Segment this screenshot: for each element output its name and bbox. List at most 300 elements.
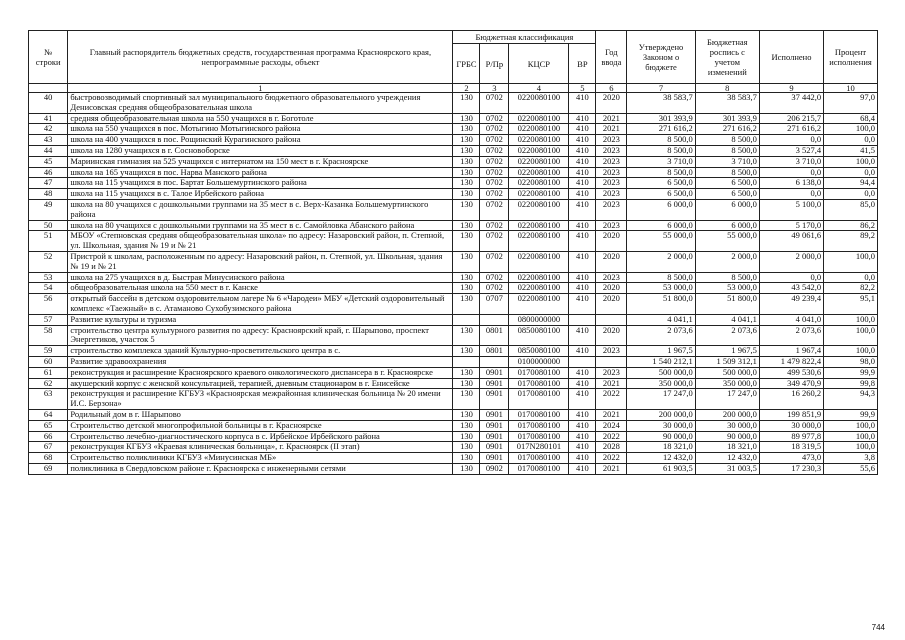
- col-number: 4: [509, 84, 569, 93]
- row-year: 2024: [596, 420, 627, 431]
- row-vr: 410: [569, 199, 596, 220]
- table-row: [29, 294, 878, 315]
- row-name: школа на 275 учащихся в д. Быстрая Минусинского района: [68, 272, 453, 283]
- row-approved: 38 583,7: [627, 93, 695, 114]
- col-number: 2: [453, 84, 480, 93]
- row-executed: 349 470,9: [759, 378, 823, 389]
- table-row: [29, 178, 878, 189]
- row-kcsr: 0170080100: [509, 378, 569, 389]
- row-number: 65: [29, 420, 68, 431]
- row-rpr: 0901: [480, 420, 509, 431]
- row-vr: 410: [569, 367, 596, 378]
- row-year: 2020: [596, 325, 627, 346]
- row-percent: 89,2: [824, 231, 878, 252]
- row-name: Пристрой к школам, расположенным по адресу: Назаровский район, п. Степной, ул. Школьная, здания № 19 и № 21: [68, 251, 453, 272]
- row-kcsr: 0220080100: [509, 124, 569, 135]
- row-grbs: 130: [453, 124, 480, 135]
- row-year: 2023: [596, 135, 627, 146]
- row-list: 200 000,0: [695, 409, 759, 420]
- table-row: [29, 231, 878, 252]
- row-vr: 410: [569, 124, 596, 135]
- row-vr: 410: [569, 378, 596, 389]
- row-list: 31 003,5: [695, 463, 759, 474]
- row-approved: 18 321,0: [627, 442, 695, 453]
- table-row: [29, 283, 878, 294]
- row-approved: 12 432,0: [627, 453, 695, 464]
- row-executed: 37 442,0: [759, 93, 823, 114]
- table-row: [29, 325, 878, 346]
- row-rpr: 0702: [480, 113, 509, 124]
- row-kcsr: 017N280101: [509, 442, 569, 453]
- table-header: [29, 31, 878, 93]
- row-rpr: [480, 314, 509, 325]
- row-list: 90 000,0: [695, 431, 759, 442]
- row-list: 6 000,0: [695, 199, 759, 220]
- row-executed: 4 041,0: [759, 314, 823, 325]
- row-percent: 100,0: [824, 420, 878, 431]
- page-number: 744: [871, 623, 885, 632]
- table-row: [29, 420, 878, 431]
- row-rpr: 0702: [480, 178, 509, 189]
- row-name: Развитие здравоохранения: [68, 356, 453, 367]
- header-year: Год ввода: [596, 31, 627, 84]
- row-kcsr: 0850080100: [509, 325, 569, 346]
- row-percent: 3,8: [824, 453, 878, 464]
- row-grbs: 130: [453, 93, 480, 114]
- row-number: 45: [29, 156, 68, 167]
- row-rpr: 0901: [480, 367, 509, 378]
- row-approved: 8 500,0: [627, 135, 695, 146]
- row-vr: 410: [569, 453, 596, 464]
- row-executed: 17 230,3: [759, 463, 823, 474]
- row-percent: 41,5: [824, 145, 878, 156]
- row-name: быстровозводимый спортивный зал муниципального бюджетного образовательного учреждения Денисовская средняя общеобразовательная школа: [68, 93, 453, 114]
- row-kcsr: 0220080100: [509, 294, 569, 315]
- row-list: 1 509 312,1: [695, 356, 759, 367]
- row-executed: 3 710,0: [759, 156, 823, 167]
- row-year: 2023: [596, 220, 627, 231]
- table-row: [29, 199, 878, 220]
- header-grbs: ГРБС: [453, 44, 480, 84]
- row-grbs: 130: [453, 283, 480, 294]
- row-year: 2021: [596, 113, 627, 124]
- row-executed: 0,0: [759, 272, 823, 283]
- header-classification: Бюджетная классификация: [453, 31, 596, 44]
- header-list: Бюджетная роспись с учетом изменений: [695, 31, 759, 84]
- row-number: 53: [29, 272, 68, 283]
- row-list: 6 000,0: [695, 220, 759, 231]
- row-year: 2023: [596, 272, 627, 283]
- row-rpr: 0901: [480, 409, 509, 420]
- row-grbs: 130: [453, 156, 480, 167]
- row-number: 58: [29, 325, 68, 346]
- row-year: 2023: [596, 367, 627, 378]
- row-year: 2020: [596, 251, 627, 272]
- row-kcsr: 0170080100: [509, 453, 569, 464]
- header-row-no: № строки: [29, 31, 68, 84]
- col-number: 3: [480, 84, 509, 93]
- row-grbs: [453, 314, 480, 325]
- row-percent: 100,0: [824, 431, 878, 442]
- row-name: школа на 115 учащихся в с. Талое Ирбейского района: [68, 189, 453, 200]
- row-executed: 18 319,5: [759, 442, 823, 453]
- row-list: 51 800,0: [695, 294, 759, 315]
- row-vr: 410: [569, 189, 596, 200]
- row-number: 69: [29, 463, 68, 474]
- row-grbs: [453, 356, 480, 367]
- row-year: 2021: [596, 378, 627, 389]
- row-rpr: 0901: [480, 431, 509, 442]
- row-grbs: 130: [453, 453, 480, 464]
- row-executed: 2 073,6: [759, 325, 823, 346]
- row-kcsr: 0170080100: [509, 420, 569, 431]
- row-percent: 100,0: [824, 325, 878, 346]
- row-rpr: 0702: [480, 135, 509, 146]
- row-grbs: 130: [453, 367, 480, 378]
- row-vr: 410: [569, 251, 596, 272]
- row-year: 2023: [596, 346, 627, 357]
- row-rpr: 0702: [480, 251, 509, 272]
- row-year: 2023: [596, 199, 627, 220]
- row-name: реконструкция и расширение КГБУЗ «Красноярская межрайонная клиническая больница № 20 имени И.С. Берзона»: [68, 389, 453, 410]
- row-number: 67: [29, 442, 68, 453]
- row-kcsr: 0800000000: [509, 314, 569, 325]
- header-rpr: Р/Пр: [480, 44, 509, 84]
- row-grbs: 130: [453, 346, 480, 357]
- row-number: 61: [29, 367, 68, 378]
- row-year: 2023: [596, 145, 627, 156]
- row-kcsr: 0220080100: [509, 220, 569, 231]
- table-row: [29, 272, 878, 283]
- row-number: 54: [29, 283, 68, 294]
- row-approved: 6 000,0: [627, 199, 695, 220]
- row-executed: 3 527,4: [759, 145, 823, 156]
- row-number: 52: [29, 251, 68, 272]
- row-list: 8 500,0: [695, 167, 759, 178]
- row-executed: 473,0: [759, 453, 823, 464]
- row-number: 63: [29, 389, 68, 410]
- table-row: [29, 378, 878, 389]
- row-percent: 0,0: [824, 167, 878, 178]
- row-executed: 0,0: [759, 135, 823, 146]
- row-rpr: 0801: [480, 325, 509, 346]
- row-year: 2023: [596, 178, 627, 189]
- row-approved: 4 041,1: [627, 314, 695, 325]
- row-executed: 5 170,0: [759, 220, 823, 231]
- row-name: Строительство лечебно-диагностического корпуса в с. Ирбейское Ирбейского района: [68, 431, 453, 442]
- table-row: [29, 167, 878, 178]
- row-name: Родильный дом в г. Шарыпово: [68, 409, 453, 420]
- row-name: школа на 1280 учащихся в г. Сосновоборске: [68, 145, 453, 156]
- row-percent: 68,4: [824, 113, 878, 124]
- row-kcsr: 0220080100: [509, 199, 569, 220]
- row-rpr: 0702: [480, 272, 509, 283]
- col-number: 1: [68, 84, 453, 93]
- row-vr: 410: [569, 325, 596, 346]
- row-name: Мариинская гимназия на 525 учащихся с интернатом на 150 мест в г. Красноярске: [68, 156, 453, 167]
- row-list: 8 500,0: [695, 272, 759, 283]
- row-rpr: 0702: [480, 145, 509, 156]
- row-kcsr: 0220080100: [509, 251, 569, 272]
- row-percent: 100,0: [824, 156, 878, 167]
- row-year: 2022: [596, 389, 627, 410]
- row-kcsr: 0220080100: [509, 113, 569, 124]
- row-vr: 410: [569, 463, 596, 474]
- table-row: [29, 463, 878, 474]
- row-year: [596, 356, 627, 367]
- row-vr: 410: [569, 283, 596, 294]
- row-kcsr: 0220080100: [509, 93, 569, 114]
- row-number: 47: [29, 178, 68, 189]
- row-grbs: 130: [453, 389, 480, 410]
- header-approved: Утверждено Законом о бюджете: [627, 31, 695, 84]
- row-percent: 95,1: [824, 294, 878, 315]
- row-percent: 0,0: [824, 189, 878, 200]
- row-executed: 199 851,9: [759, 409, 823, 420]
- table-row: [29, 93, 878, 114]
- row-approved: 6 500,0: [627, 178, 695, 189]
- row-approved: 6 000,0: [627, 220, 695, 231]
- row-number: 46: [29, 167, 68, 178]
- row-list: 18 321,0: [695, 442, 759, 453]
- row-number: 41: [29, 113, 68, 124]
- row-grbs: 130: [453, 189, 480, 200]
- row-vr: 410: [569, 220, 596, 231]
- row-year: 2023: [596, 189, 627, 200]
- table-row: [29, 189, 878, 200]
- row-percent: 100,0: [824, 314, 878, 325]
- row-kcsr: 0170080100: [509, 463, 569, 474]
- row-percent: 97,0: [824, 93, 878, 114]
- row-list: 53 000,0: [695, 283, 759, 294]
- table-row: [29, 389, 878, 410]
- row-percent: 82,2: [824, 283, 878, 294]
- row-number: 44: [29, 145, 68, 156]
- row-name: акушерский корпус с женской консультацией, терапией, дневным стационаром в г. Енисейске: [68, 378, 453, 389]
- row-number: 60: [29, 356, 68, 367]
- row-grbs: 130: [453, 442, 480, 453]
- row-name: школа на 165 учащихся в пос. Нарва Манского района: [68, 167, 453, 178]
- row-list: 17 247,0: [695, 389, 759, 410]
- row-percent: 86,2: [824, 220, 878, 231]
- row-grbs: 130: [453, 145, 480, 156]
- header-kcsr: КЦСР: [509, 44, 569, 84]
- row-vr: 410: [569, 420, 596, 431]
- table-row: [29, 367, 878, 378]
- row-vr: 410: [569, 167, 596, 178]
- row-approved: 8 500,0: [627, 145, 695, 156]
- row-approved: 350 000,0: [627, 378, 695, 389]
- row-rpr: 0901: [480, 378, 509, 389]
- row-number: 48: [29, 189, 68, 200]
- row-list: 3 710,0: [695, 156, 759, 167]
- row-list: 271 616,2: [695, 124, 759, 135]
- row-executed: 43 542,0: [759, 283, 823, 294]
- row-number: 49: [29, 199, 68, 220]
- row-executed: 16 260,2: [759, 389, 823, 410]
- row-kcsr: 0220080100: [509, 156, 569, 167]
- header-executed: Исполнено: [759, 31, 823, 84]
- row-percent: 55,6: [824, 463, 878, 474]
- row-approved: 271 616,2: [627, 124, 695, 135]
- row-approved: 53 000,0: [627, 283, 695, 294]
- row-name: средняя общеобразовательная школа на 550 учащихся в г. Боготоле: [68, 113, 453, 124]
- row-approved: 500 000,0: [627, 367, 695, 378]
- table-row: [29, 356, 878, 367]
- col-number: 9: [759, 84, 823, 93]
- row-executed: 5 100,0: [759, 199, 823, 220]
- row-year: 2021: [596, 124, 627, 135]
- row-grbs: 130: [453, 251, 480, 272]
- row-grbs: 130: [453, 431, 480, 442]
- row-vr: [569, 356, 596, 367]
- row-executed: 0,0: [759, 167, 823, 178]
- table-body: [29, 93, 878, 475]
- row-number: 51: [29, 231, 68, 252]
- table-row: [29, 156, 878, 167]
- row-percent: 94,4: [824, 178, 878, 189]
- row-vr: 410: [569, 409, 596, 420]
- row-rpr: 0707: [480, 294, 509, 315]
- row-rpr: 0702: [480, 124, 509, 135]
- row-year: 2022: [596, 453, 627, 464]
- row-grbs: 130: [453, 325, 480, 346]
- row-year: 2020: [596, 294, 627, 315]
- row-kcsr: 0170080100: [509, 389, 569, 410]
- row-rpr: 0702: [480, 220, 509, 231]
- row-list: 6 500,0: [695, 189, 759, 200]
- row-kcsr: 0170080100: [509, 409, 569, 420]
- row-executed: 1 479 822,4: [759, 356, 823, 367]
- row-percent: 94,3: [824, 389, 878, 410]
- row-list: 1 967,5: [695, 346, 759, 357]
- row-year: [596, 314, 627, 325]
- row-name: школа на 115 учащихся в пос. Бартат Большемуртинского района: [68, 178, 453, 189]
- row-grbs: 130: [453, 294, 480, 315]
- table-row: [29, 113, 878, 124]
- col-number: 10: [824, 84, 878, 93]
- row-executed: 2 000,0: [759, 251, 823, 272]
- row-list: 500 000,0: [695, 367, 759, 378]
- row-approved: 200 000,0: [627, 409, 695, 420]
- row-number: 66: [29, 431, 68, 442]
- row-executed: 271 616,2: [759, 124, 823, 135]
- row-name: реконструкция и расширение Красноярского краевого онкологического диспансера в г. Красноярске: [68, 367, 453, 378]
- row-rpr: [480, 356, 509, 367]
- row-percent: 99,9: [824, 367, 878, 378]
- row-grbs: 130: [453, 167, 480, 178]
- row-name: Развитие культуры и туризма: [68, 314, 453, 325]
- row-number: 50: [29, 220, 68, 231]
- table-row: [29, 135, 878, 146]
- row-year: 2028: [596, 442, 627, 453]
- header-percent: Процент исполнения: [824, 31, 878, 84]
- row-vr: 410: [569, 135, 596, 146]
- row-kcsr: 0220080100: [509, 135, 569, 146]
- row-number: 62: [29, 378, 68, 389]
- row-year: 2023: [596, 156, 627, 167]
- row-approved: 1 540 212,1: [627, 356, 695, 367]
- row-percent: 0,0: [824, 272, 878, 283]
- row-vr: 410: [569, 93, 596, 114]
- row-executed: 49 061,6: [759, 231, 823, 252]
- row-grbs: 130: [453, 178, 480, 189]
- row-approved: 55 000,0: [627, 231, 695, 252]
- table-row: [29, 346, 878, 357]
- table-row: [29, 220, 878, 231]
- row-grbs: 130: [453, 113, 480, 124]
- row-grbs: 130: [453, 378, 480, 389]
- row-number: 64: [29, 409, 68, 420]
- row-name: Строительство детской многопрофильной больницы в г. Красноярске: [68, 420, 453, 431]
- col-number: [29, 84, 68, 93]
- row-kcsr: 0220080100: [509, 189, 569, 200]
- row-executed: 0,0: [759, 189, 823, 200]
- row-vr: 410: [569, 346, 596, 357]
- row-approved: 30 000,0: [627, 420, 695, 431]
- row-grbs: 130: [453, 409, 480, 420]
- row-list: 8 500,0: [695, 145, 759, 156]
- header-vr: ВР: [569, 44, 596, 84]
- row-year: 2020: [596, 231, 627, 252]
- row-approved: 1 967,5: [627, 346, 695, 357]
- row-grbs: 130: [453, 463, 480, 474]
- row-year: 2022: [596, 431, 627, 442]
- row-year: 2020: [596, 93, 627, 114]
- row-year: 2020: [596, 283, 627, 294]
- row-list: 38 583,7: [695, 93, 759, 114]
- col-number: 6: [596, 84, 627, 93]
- row-percent: 99,8: [824, 378, 878, 389]
- row-name: школа на 80 учащихся с дошкольными группами на 35 мест в с. Верх-Казанка Большемуртинского района: [68, 199, 453, 220]
- row-kcsr: 0100000000: [509, 356, 569, 367]
- budget-table: [28, 30, 878, 475]
- row-rpr: 0702: [480, 199, 509, 220]
- row-kcsr: 0220080100: [509, 231, 569, 252]
- table-row: [29, 409, 878, 420]
- row-name: реконструкция КГБУЗ «Краевая клиническая больница», г. Красноярск (II этап): [68, 442, 453, 453]
- row-vr: 410: [569, 156, 596, 167]
- row-name: строительство центра культурного развития по адресу: Красноярский край, г. Шарыпово, проспект Энергетиков, участок 5: [68, 325, 453, 346]
- row-number: 59: [29, 346, 68, 357]
- table-row: [29, 124, 878, 135]
- row-kcsr: 0220080100: [509, 272, 569, 283]
- row-rpr: 0702: [480, 93, 509, 114]
- row-kcsr: 0170080100: [509, 367, 569, 378]
- row-list: 55 000,0: [695, 231, 759, 252]
- row-approved: 51 800,0: [627, 294, 695, 315]
- row-executed: 206 215,7: [759, 113, 823, 124]
- row-list: 350 000,0: [695, 378, 759, 389]
- row-kcsr: 0220080100: [509, 145, 569, 156]
- row-name: школа на 400 учащихся в пос. Рощинский Курагинского района: [68, 135, 453, 146]
- row-vr: 410: [569, 294, 596, 315]
- row-rpr: 0702: [480, 167, 509, 178]
- table-row: [29, 314, 878, 325]
- row-name: открытый бассейн в детском оздоровительном лагере № 6 «Чародеи» МБУ «Детский оздоровительный комплекс «Таежный» в с. Атаманово Сухобузимского района: [68, 294, 453, 315]
- row-percent: 100,0: [824, 346, 878, 357]
- row-list: 30 000,0: [695, 420, 759, 431]
- row-executed: 89 977,8: [759, 431, 823, 442]
- row-rpr: 0702: [480, 156, 509, 167]
- row-kcsr: 0850080100: [509, 346, 569, 357]
- row-year: 2021: [596, 409, 627, 420]
- row-vr: 410: [569, 272, 596, 283]
- table-row: [29, 251, 878, 272]
- row-rpr: 0702: [480, 283, 509, 294]
- row-grbs: 130: [453, 231, 480, 252]
- row-approved: 301 393,9: [627, 113, 695, 124]
